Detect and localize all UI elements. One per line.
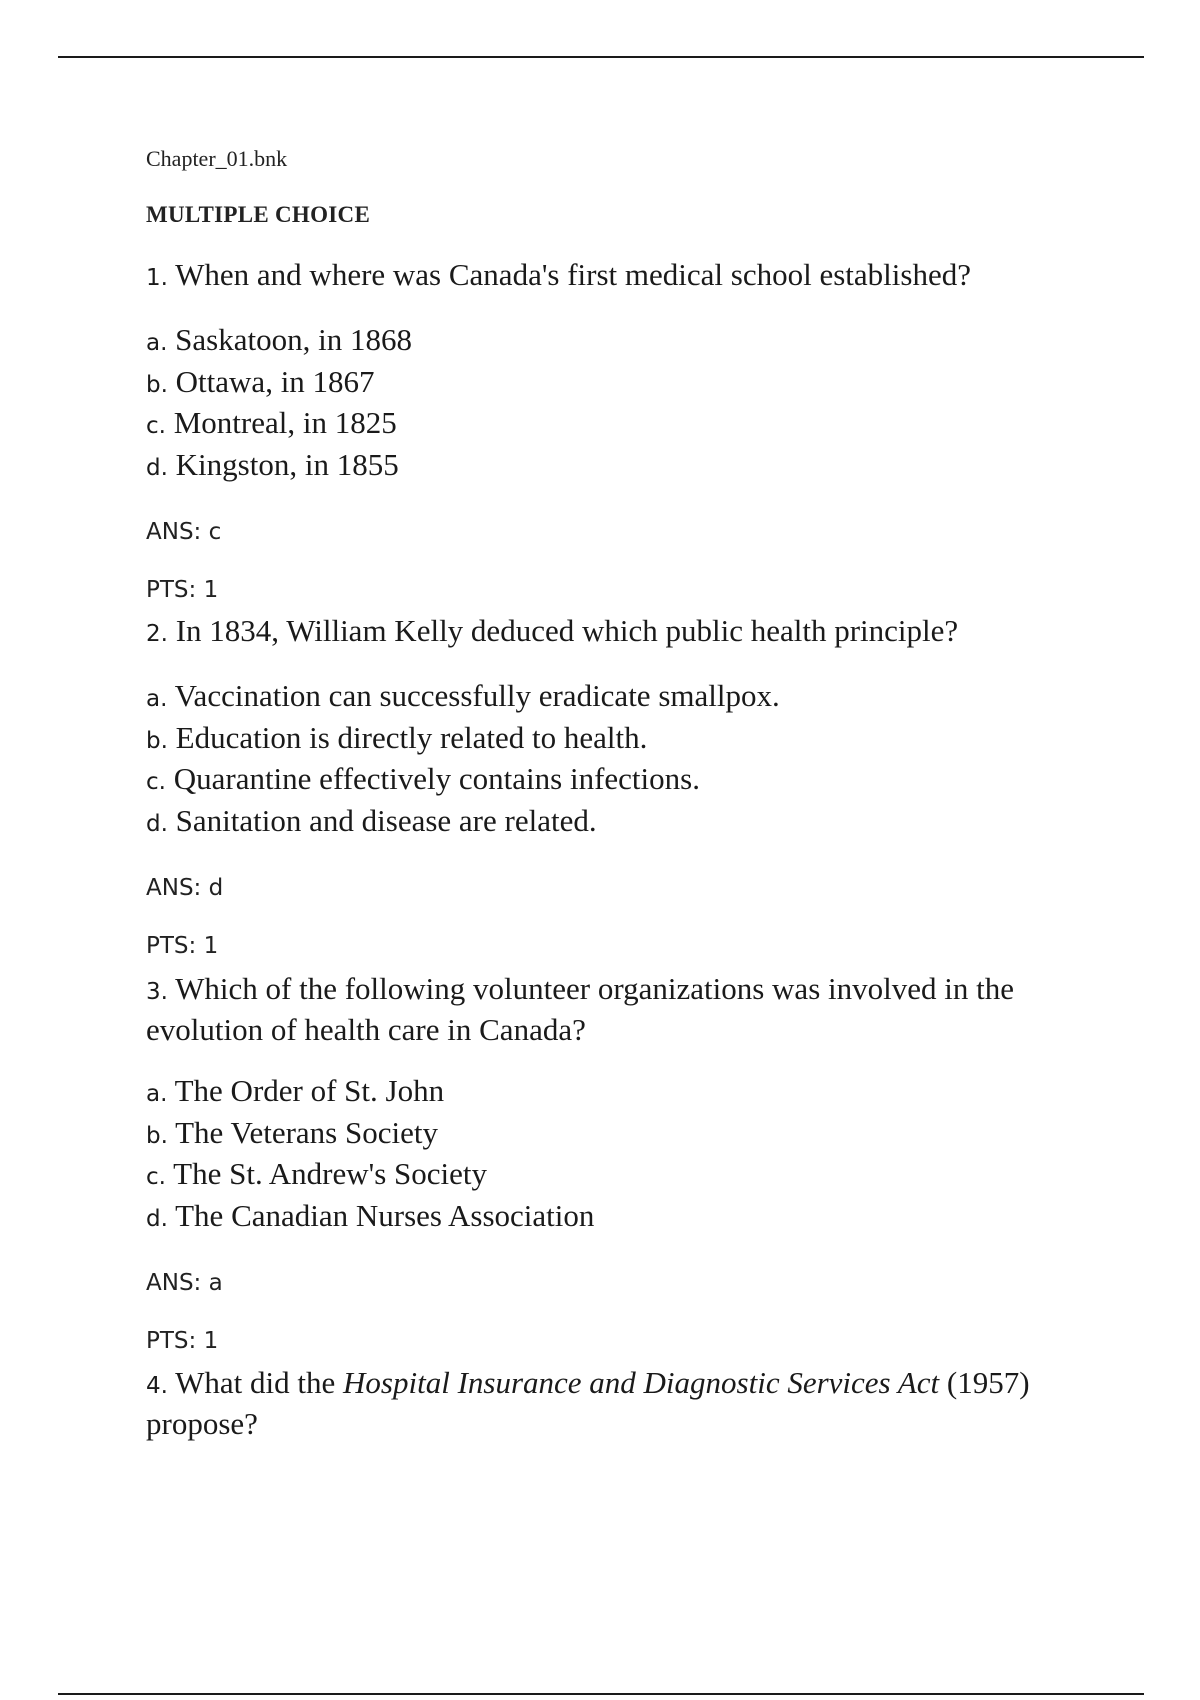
option-b	[146, 719, 1106, 761]
option-a	[146, 677, 1106, 719]
option-text: The Order of St. John	[174, 1073, 445, 1108]
question-2	[146, 612, 1106, 959]
option-d	[146, 1197, 1106, 1239]
option-letter: b.	[146, 371, 168, 398]
option-d	[146, 446, 1106, 488]
question-stem	[146, 970, 1106, 1048]
option-letter: d.	[146, 810, 168, 837]
question-number: 3.	[146, 979, 168, 1005]
option-letter: b.	[146, 1122, 168, 1149]
points-value: PTS: 1	[146, 933, 219, 959]
answer-key: ANS: d	[146, 875, 224, 901]
option-text: Montreal, in 1825	[173, 405, 397, 440]
option-c	[146, 760, 1106, 802]
option-text: The Veterans Society	[175, 1114, 438, 1150]
option-text: Kingston, in 1855	[175, 446, 399, 482]
question-text-lead: What did the	[175, 1365, 336, 1400]
file-name: Chapter_01.bnk	[146, 146, 288, 171]
option-b	[146, 1114, 1106, 1156]
question-text: Which of the following volunteer organizations was involved in the evolution of health care in Canada?	[146, 971, 1014, 1047]
option-text: The Canadian Nurses Association	[175, 1197, 595, 1233]
question-stem	[146, 612, 1106, 653]
option-b	[146, 363, 1106, 405]
section-heading: MULTIPLE CHOICE	[146, 202, 371, 227]
option-letter: a.	[146, 686, 168, 712]
option-text: Saskatoon, in 1868	[175, 322, 412, 357]
option-c	[146, 404, 1106, 446]
option-letter: c.	[146, 1164, 166, 1190]
option-a	[146, 321, 1106, 363]
option-text: Education is directly related to health.	[175, 719, 648, 755]
question-1	[146, 256, 1106, 603]
question-3	[146, 970, 1106, 1354]
option-letter: d.	[146, 454, 168, 481]
points-value: PTS: 1	[146, 577, 219, 603]
question-text: When and where was Canada's first medical school established?	[175, 257, 971, 292]
option-text: Sanitation and disease are related.	[175, 802, 597, 838]
question-number: 1.	[146, 265, 168, 291]
question-text-tail: (1957) propose?	[146, 1365, 1030, 1441]
answer-key: ANS: a	[146, 1270, 223, 1296]
question-text: In 1834, William Kelly deduced which public health principle?	[175, 613, 959, 648]
option-letter: b.	[146, 727, 168, 754]
option-text: Vaccination can successfully eradicate smallpox.	[174, 678, 780, 713]
option-letter: a.	[146, 1081, 168, 1107]
question-4	[146, 1364, 1106, 1442]
option-letter: a.	[146, 330, 168, 356]
answer-options	[146, 1072, 1106, 1238]
answer-options	[146, 321, 1106, 487]
option-c	[146, 1155, 1106, 1197]
option-d	[146, 802, 1106, 844]
bottom-rule	[58, 1693, 1144, 1695]
top-rule	[58, 56, 1144, 58]
question-stem	[146, 256, 1106, 297]
option-letter: c.	[146, 769, 166, 795]
points-value: PTS: 1	[146, 1328, 219, 1354]
question-number: 2.	[146, 621, 168, 647]
option-text: Ottawa, in 1867	[175, 363, 375, 399]
option-text: The St. Andrew's Society	[173, 1156, 488, 1191]
option-letter: c.	[146, 413, 166, 439]
question-stem	[146, 1364, 1106, 1442]
question-number: 4.	[146, 1373, 168, 1399]
option-letter: d.	[146, 1205, 168, 1232]
answer-options	[146, 677, 1106, 843]
option-text: Quarantine effectively contains infections.	[173, 761, 700, 796]
answer-key: ANS: c	[146, 519, 222, 545]
option-a	[146, 1072, 1106, 1114]
act-title: Hospital Insurance and Diagnostic Services Act	[343, 1365, 940, 1400]
